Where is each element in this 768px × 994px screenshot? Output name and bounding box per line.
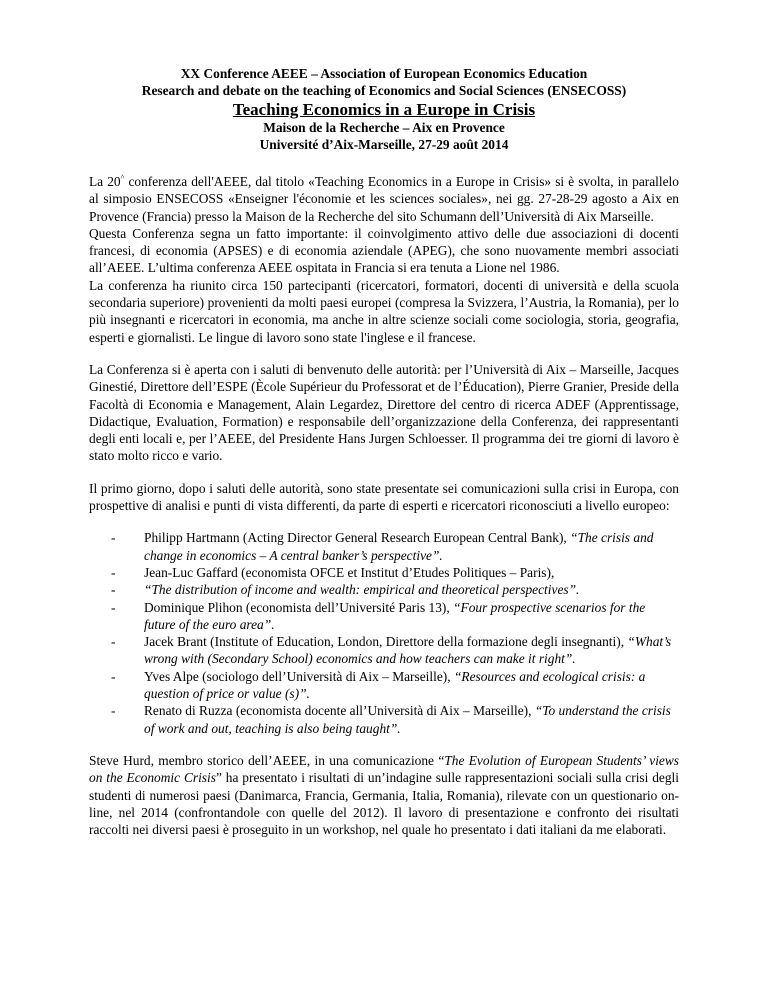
hurd-paragraph — [89, 752, 679, 838]
ordinal-mark: ^ — [120, 173, 125, 182]
hurd-intro: Steve Hurd, membro storico dell’AEEE, in una comunicazione “ — [89, 752, 445, 768]
list-dash: - — [111, 634, 116, 650]
speaker-name: Jacek Brant (Institute of Education, London, Direttore della formazione degli insegnanti), — [144, 634, 628, 650]
talk-title: “To understand the crisis of work and out, teaching is also being taught”. — [144, 703, 671, 736]
hurd-talk-title: The Evolution of European Students’ views on the Economic Crisis — [89, 752, 680, 786]
list-dash: - — [111, 703, 116, 719]
list-item — [111, 564, 679, 581]
list-dash: - — [111, 599, 116, 615]
list-item — [111, 599, 679, 634]
document-header — [89, 66, 679, 153]
list-dash: - — [111, 582, 116, 598]
list-item — [111, 529, 679, 564]
talk-title: “The crisis and change in economics – A central banker’s perspective”. — [144, 530, 654, 563]
talk-title: “Resources and ecological crisis: a question of price or value (s)”. — [144, 668, 646, 702]
conference-subtitle: Research and debate on the teaching of Economics and Social Sciences (ENSECOSS) — [141, 82, 627, 98]
list-item — [111, 581, 679, 598]
list-item — [111, 633, 679, 668]
association-paragraph: Questa Conferenza segna un fatto importante: il coinvolgimento attivo delle due associazioni di docenti francesi, di economia (APSES) e di economia aziendale (APEG), che sono nuovamente membri associati all’AEEE. L’ultima conferenza AEEE ospitata in Francia si era tenuta a Lione nel 1986. — [89, 225, 679, 276]
list-item — [111, 702, 679, 737]
speaker-list — [89, 529, 679, 737]
speaker-name: Yves Alpe (sociologo dell’Università di Aix – Marseille), — [144, 668, 454, 684]
conference-date: Université d’Aix-Marseille, 27-29 août 2014 — [259, 136, 509, 152]
talk-title: “The distribution of income and wealth: empirical and theoretical perspectives”. — [144, 582, 580, 598]
speaker-name: Dominique Plihon (economista dell’Université Paris 13), — [144, 599, 454, 615]
first-day-paragraph: Il primo giorno, dopo i saluti delle autorità, sono state presentate sei comunicazioni sulla crisi in Europa, con prospettive di analisi e punti di vista differenti, da parte di esperti e ricercatori riconosciuti a livello europeo: — [89, 480, 679, 514]
talk-title: “What’s wrong with (Secondary School) economics and how teachers can make it right”. — [144, 634, 672, 667]
speaker-name: Philipp Hartmann (Acting Director General Research European Central Bank), — [144, 530, 571, 546]
speaker-name: Jean-Luc Gaffard (economista OFCE et Institut d’Etudes Politiques – Paris), — [144, 564, 555, 580]
conference-venue: Maison de la Recherche – Aix en Provence — [263, 120, 505, 135]
list-dash: - — [111, 530, 116, 546]
talk-title: “Four prospective scenarios for the future of the euro area”. — [144, 599, 646, 632]
welcome-paragraph: La Conferenza si è aperta con i saluti di benvenuto delle autorità: per l’Università di Aix – Marseille, Jacques Ginestié, Direttore dell’ESPE (Ècole Supérieur du Professorat et de l’Éducation), Pierre Granier, Preside della Facoltà di Economia e Management, Alain Legardez, Direttore del centro di ricerca ADEF (Apprentissage, Didactique, Evaluation, Formation) e responsabile dell’organizzazione della Conferenza, dei rappresentanti degli enti locali e, per l’AEEE, del Presidente Hans Jurgen Schloesser. Il programma dei tre giorni di lavoro è stato molto ricco e vario. — [89, 361, 679, 464]
speaker-name: Renato di Ruzza (economista docente all’Università di Aix – Marseille), — [144, 703, 535, 719]
participants-paragraph: La conferenza ha riunito circa 150 partecipanti (ricercatori, formatori, docenti di università e della scuola secondaria superiore) provenienti da molti paesi europei (compresa la Svizzera, l’Austria, la Romania), per lo più insegnanti e ricercatori in economia, ma anche in altre scienze sociali come sociologia, storia, geografia, esperti e giornalisti. Le lingue di lavoro sono state l'inglese e il francese. — [89, 277, 679, 345]
intro-paragraph — [89, 173, 679, 225]
document-title: Teaching Economics in a Europe in Crisis — [232, 100, 536, 119]
list-dash: - — [111, 668, 116, 684]
intro-lead: La 20 — [89, 174, 121, 189]
list-dash: - — [111, 564, 116, 580]
conference-name: XX Conference AEEE – Association of European Economics Education — [180, 66, 588, 81]
list-item — [111, 668, 679, 703]
intro-rest: conferenza dell'AEEE, dal titolo «Teaching Economics in a Europe in Crisis» si è svolta, in parallelo al simposio ENSECOSS «Enseigner l'économie et les sciences sociales», nei gg. 27-28-29 agosto a Aix en Provence (Francia) presso la Maison de la Recherche del sito Schumann dell’Università di Aix Marseille. — [89, 174, 679, 224]
hurd-results: ” ha presentato i risultati di un’indagine sulle rappresentazioni sociali sulla crisi degli studenti di numerosi paesi (Danimarca, Francia, Germania, Italia, Romania), rilevate con un questionario on-line, nel 2014 (confrontandole con quelle del 2012). Il lavoro di presentazione e confronto dei risultati raccolti nei diversi paesi è proseguito in un workshop, nel quale ho presentato i dati italiani da me elaborati. — [89, 770, 680, 838]
